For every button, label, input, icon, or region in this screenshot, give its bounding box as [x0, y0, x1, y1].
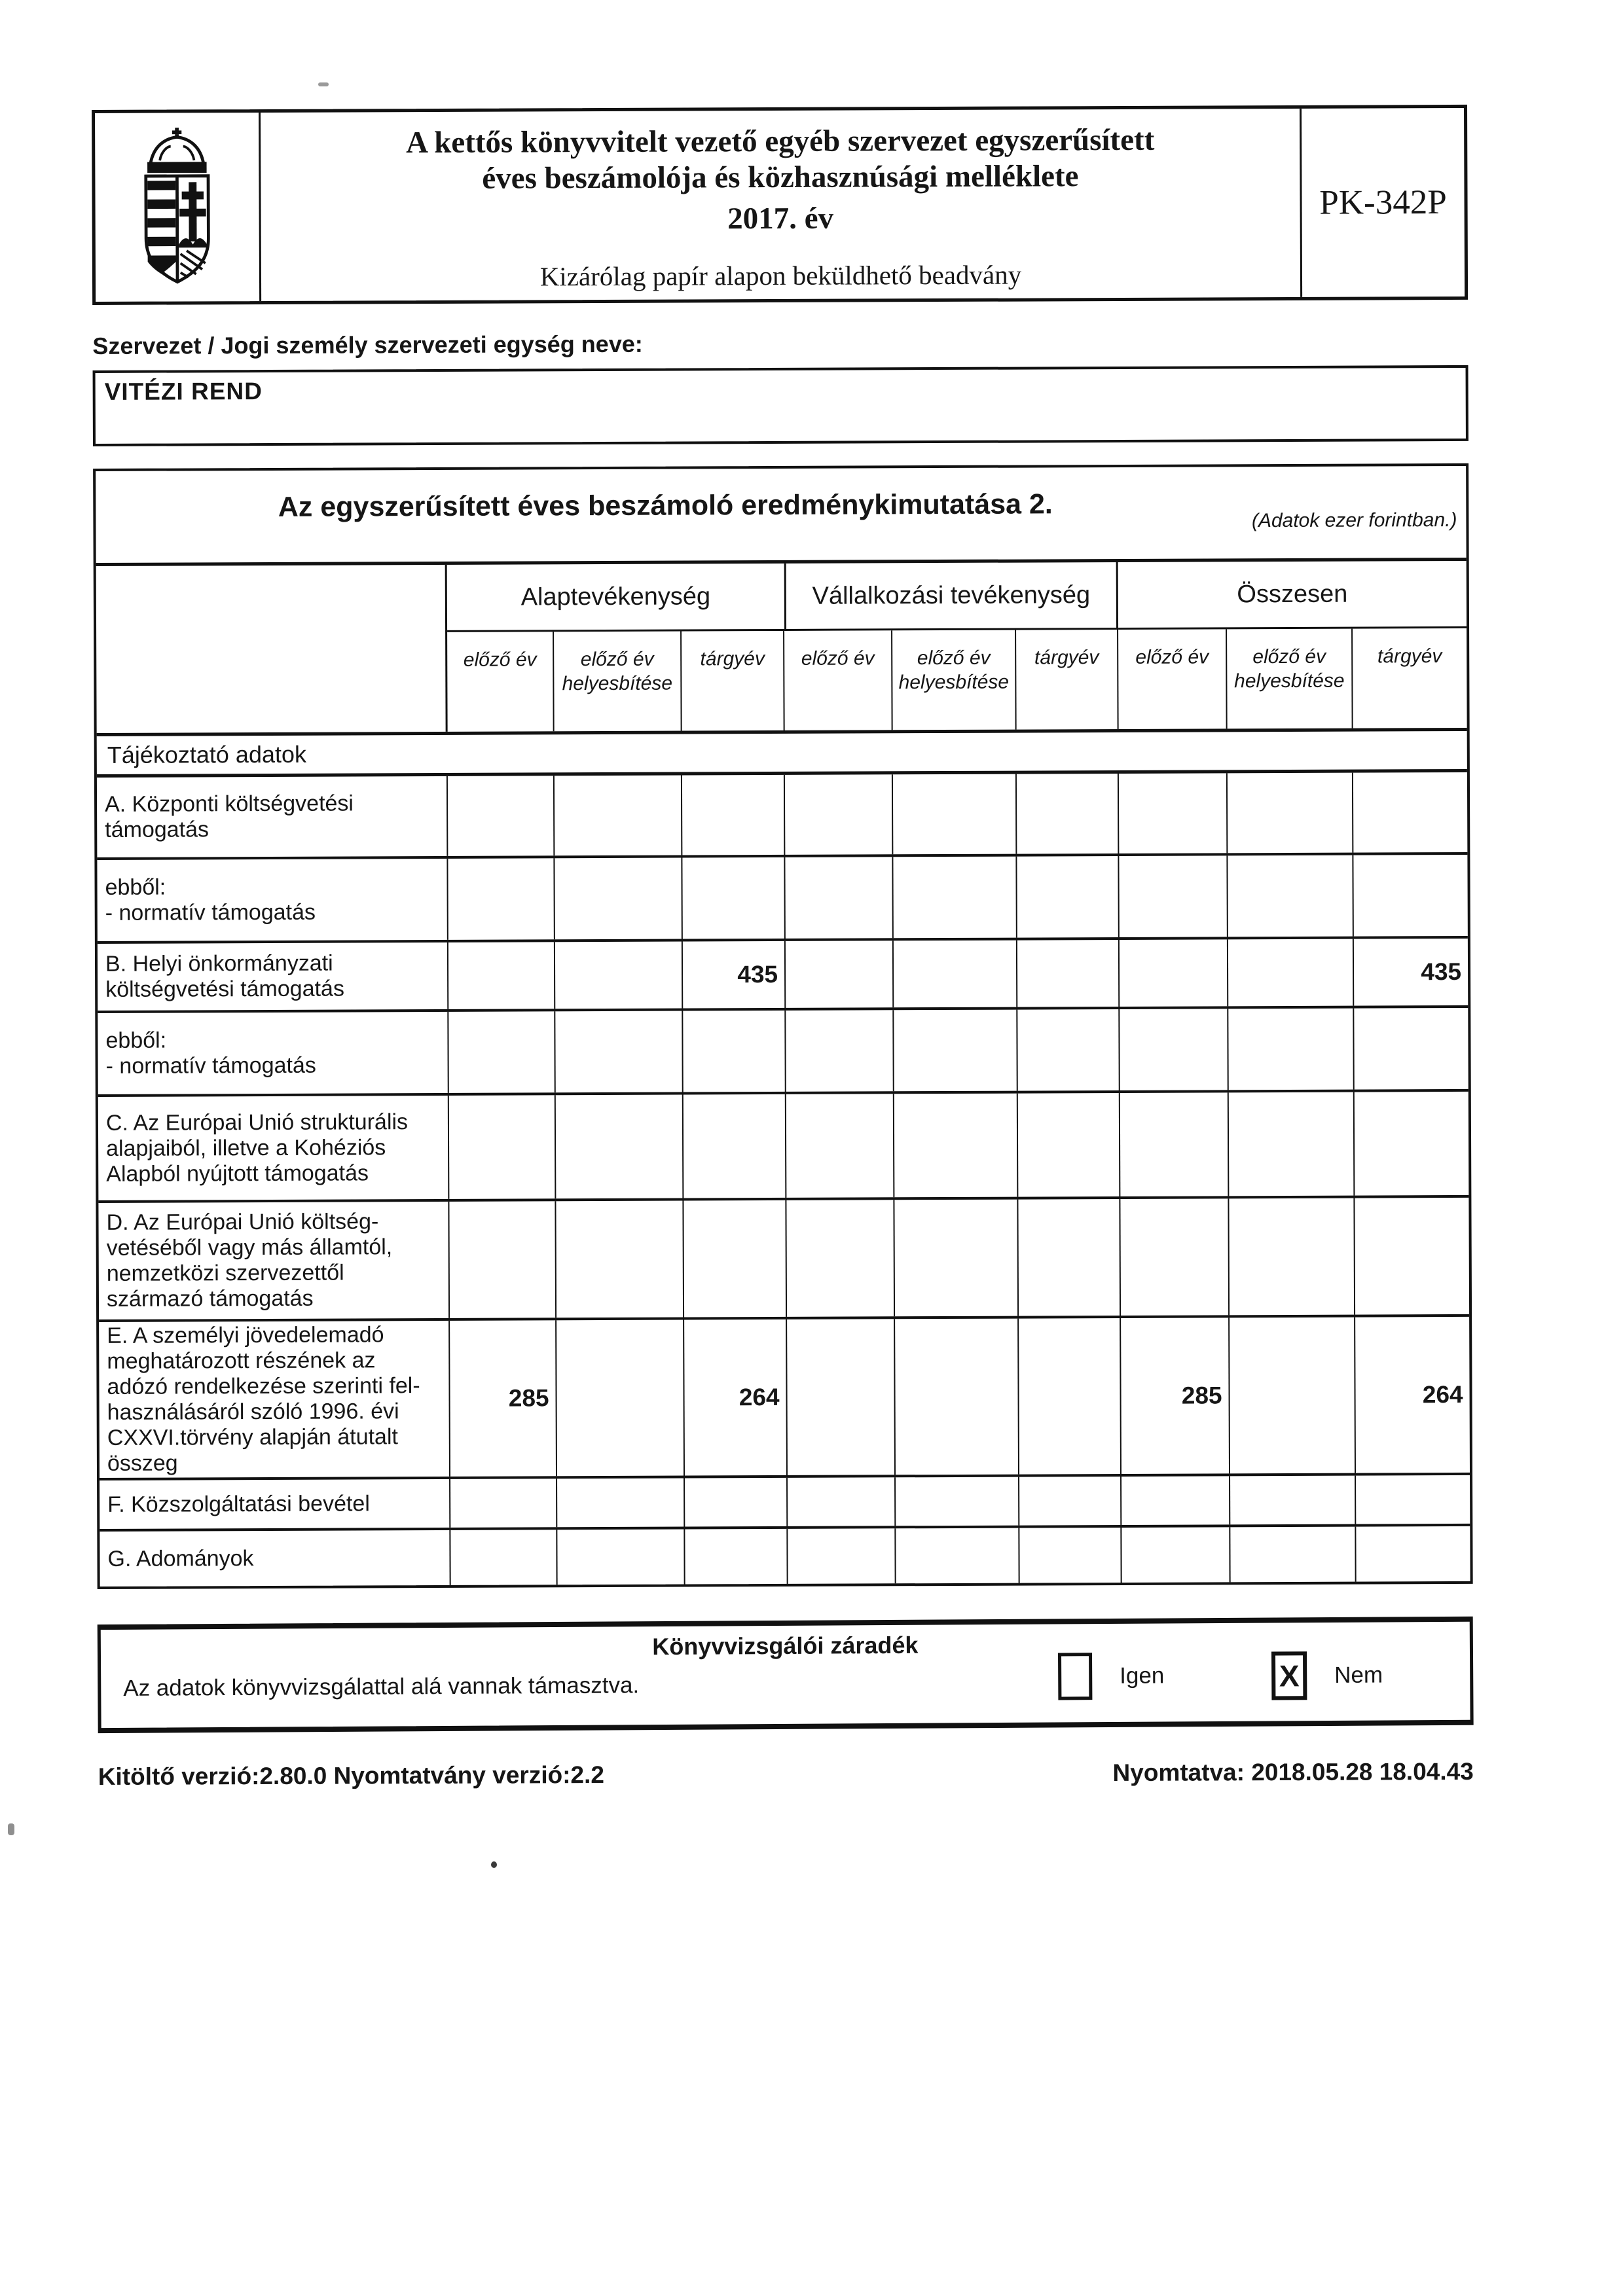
row-value-cell [785, 774, 893, 855]
row-value-cell [682, 775, 785, 855]
org-name-value: VITÉZI REND [104, 378, 263, 405]
scan-artifact [318, 82, 329, 86]
table-row [98, 1092, 1469, 1203]
row-value-cell [894, 1094, 1019, 1198]
subcolumn-header: előző év [447, 632, 555, 732]
table-title-row [96, 466, 1467, 566]
row-value-cell [1229, 1092, 1355, 1196]
footer-print-timestamp: Nyomtatva: 2018.05.28 18.04.43 [1112, 1757, 1474, 1787]
results-table [93, 463, 1473, 1589]
hungarian-coat-of-arms-icon [95, 113, 261, 302]
row-value-cell [448, 776, 555, 856]
table-row [100, 1526, 1470, 1587]
row-value-cell: 285 [450, 1320, 557, 1477]
row-value-cell [1228, 855, 1353, 937]
row-value-cell [448, 858, 555, 940]
subcolumn-header: tárgyév [1377, 645, 1442, 668]
scan-artifact [491, 1861, 497, 1868]
row-value-cell [1228, 1009, 1354, 1090]
org-name-field [93, 365, 1468, 446]
row-value-cell [1019, 1477, 1122, 1526]
row-value-cell [555, 776, 682, 856]
row-value-cell [894, 941, 1017, 1008]
row-value-cell [1120, 1092, 1230, 1196]
form-code: PK-342P [1300, 108, 1465, 297]
form-title-note: Kizárólag papír alapon beküldhető beadvány [539, 259, 1022, 292]
row-value-cell [684, 1200, 787, 1318]
row-value-cell: 264 [1422, 1380, 1463, 1408]
checkbox-nem[interactable]: X [1271, 1651, 1307, 1700]
audit-statement: Az adatok könyvvizsgálattal alá vannak támasztva. [123, 1672, 640, 1701]
row-value-cell [449, 1201, 556, 1318]
subcolumn-header: előző év [784, 630, 893, 730]
row-value-cell [894, 1200, 1019, 1317]
row-value-cell [786, 1094, 895, 1198]
table-row [98, 939, 1468, 1013]
row-label: D. Az Európai Unió költség- vetéséből vagy más államtól, nemzetközi szervezettől származó támogatás [98, 1202, 450, 1319]
row-value-cell [1018, 1093, 1121, 1197]
row-value-cell [1230, 1318, 1356, 1474]
row-value-cell [448, 942, 555, 1009]
form-title-line2: éves beszámolója és közhasznúsági melléklete [482, 159, 1079, 196]
table-title: Az egyszerűsített éves beszámoló eredménykimutatása 2. [278, 488, 1053, 523]
column-group-osszesen: Összesen [1118, 561, 1467, 630]
form-content [92, 105, 1474, 1791]
table-row [97, 772, 1467, 860]
row-value-cell [893, 774, 1017, 855]
row-label: C. Az Európai Unió strukturális alapjaiból, illetve a Kohéziós Alapból nyújtott támogatás [98, 1096, 450, 1200]
row-value-cell [786, 1010, 894, 1092]
row-value-cell [450, 1530, 557, 1585]
row-value-cell [787, 1319, 896, 1475]
row-value-cell [682, 857, 785, 939]
row-label: ebből: - normatív támogatás [97, 859, 448, 941]
checkbox-nem-label: Nem [1334, 1662, 1383, 1688]
audit-option-igen [1058, 1653, 1165, 1700]
table-row [98, 1198, 1469, 1322]
row-label: E. A személyi jövedelemadó meghatározott részének az adózó rendelkezése szerinti fel- használásáról szóló 1996. évi CXXVI.törvény alapján átutalt összeg [99, 1321, 450, 1478]
audit-section [98, 1617, 1474, 1733]
subcolumn-header: előző év [1118, 629, 1228, 729]
row-value-cell [1120, 939, 1228, 1007]
row-value-cell [1353, 855, 1467, 937]
row-value-cell [1353, 772, 1467, 853]
row-value-cell [1120, 1198, 1230, 1316]
row-value-cell [555, 858, 682, 940]
table-body [97, 772, 1470, 1587]
row-label: B. Helyi önkormányzati költségvetési támogatás [98, 942, 448, 1011]
audit-title: Könyvvizsgálói záradék [652, 1631, 919, 1660]
row-value-cell [1229, 1198, 1355, 1316]
column-group-alaptevekenyseg: Alaptevékenység [447, 564, 784, 632]
row-value-cell [450, 1479, 557, 1528]
form-footer [98, 1758, 1474, 1791]
row-value-cell [1017, 940, 1120, 1007]
subcolumn-header: előző év helyesbítése [892, 630, 1017, 730]
row-value-cell [1017, 774, 1119, 854]
row-value-cell [557, 1530, 685, 1585]
row-value-cell [895, 1319, 1019, 1475]
row-value-cell [896, 1528, 1019, 1584]
row-value-cell [1230, 1527, 1356, 1583]
audit-option-nem [1271, 1651, 1383, 1700]
form-title-block [261, 109, 1300, 301]
row-value-cell [894, 1010, 1017, 1092]
row-value-cell [1122, 1527, 1230, 1583]
table-row [97, 855, 1467, 944]
row-value-cell [1228, 773, 1353, 853]
table-corner-cell [96, 565, 448, 733]
subcolumn-header: előző év helyesbítése [1227, 629, 1353, 729]
table-unit-note: (Adatok ezer forintban.) [1251, 509, 1457, 532]
table-row [99, 1317, 1470, 1480]
row-label: G. Adományok [100, 1530, 450, 1587]
row-value-cell [1120, 1009, 1228, 1090]
row-value-cell [685, 1478, 788, 1527]
row-value-cell [556, 1201, 684, 1318]
row-value-cell [1122, 1476, 1230, 1525]
row-value-cell [557, 1479, 685, 1528]
row-value-cell [1119, 855, 1228, 937]
table-row [98, 1008, 1468, 1097]
row-value-cell [788, 1477, 896, 1526]
row-value-cell: 435 [683, 941, 786, 1009]
scan-artifact [8, 1823, 14, 1835]
row-value-cell [555, 942, 683, 1009]
table-row [100, 1475, 1470, 1532]
row-value-cell [1017, 1009, 1120, 1091]
row-value-cell [786, 1200, 895, 1317]
row-value-cell [556, 1320, 685, 1477]
row-value-cell [786, 941, 894, 1008]
row-value-cell [1355, 1198, 1469, 1315]
row-value-cell [1019, 1318, 1122, 1475]
row-value-cell [449, 1095, 556, 1199]
row-value-cell [1019, 1528, 1122, 1583]
row-value-cell [556, 1095, 684, 1199]
row-value-cell [896, 1477, 1019, 1526]
subcolumn-header: előző év helyesbítése [554, 632, 682, 732]
row-value-cell [683, 1011, 786, 1092]
row-value-cell [685, 1529, 788, 1585]
row-value-cell [1119, 773, 1228, 853]
row-value-cell [1018, 1199, 1121, 1316]
row-label: A. Központi költségvetési támogatás [97, 776, 448, 857]
row-value-cell [1354, 1008, 1468, 1090]
row-value-cell [1356, 1526, 1470, 1582]
row-value-cell [788, 1528, 896, 1584]
row-value-cell [1356, 1475, 1470, 1524]
row-label: ebből: - normatív támogatás [98, 1012, 448, 1094]
section-label-row: Tájékoztató adatok [97, 731, 1467, 778]
checkbox-igen-label: Igen [1120, 1662, 1165, 1689]
table-header [96, 561, 1467, 736]
column-group-vallalkozasi: Vállalkozási tevékenység [784, 562, 1118, 631]
form-header [92, 105, 1468, 305]
row-value-cell [785, 857, 893, 939]
checkbox-igen[interactable] [1058, 1653, 1092, 1700]
form-title-year: 2017. év [727, 201, 834, 236]
subcolumn-header: tárgyév [1016, 630, 1119, 730]
row-value-cell [555, 1011, 683, 1093]
row-value-cell: 285 [1121, 1318, 1230, 1474]
row-value-cell [684, 1094, 787, 1198]
row-label: F. Közszolgáltatási bevétel [100, 1479, 450, 1529]
subcolumn-header: tárgyév [682, 631, 785, 731]
org-name-label: Szervezet / Jogi személy szervezeti egység neve: [92, 330, 643, 359]
row-value-cell [1355, 1092, 1469, 1196]
row-value-cell [448, 1011, 555, 1093]
row-value-cell [1230, 1476, 1356, 1525]
footer-version-info: Kitöltő verzió:2.80.0 Nyomtatvány verzió:2.2 [98, 1761, 604, 1790]
row-value-cell [1017, 856, 1119, 938]
form-title-line1: A kettős könyvvitelt vezető egyéb szervezet egyszerűsített [405, 122, 1155, 160]
row-value-cell [893, 857, 1017, 939]
row-value-cell: 435 [1421, 958, 1462, 986]
row-value-cell [1228, 939, 1354, 1007]
row-value-cell: 264 [684, 1319, 788, 1476]
